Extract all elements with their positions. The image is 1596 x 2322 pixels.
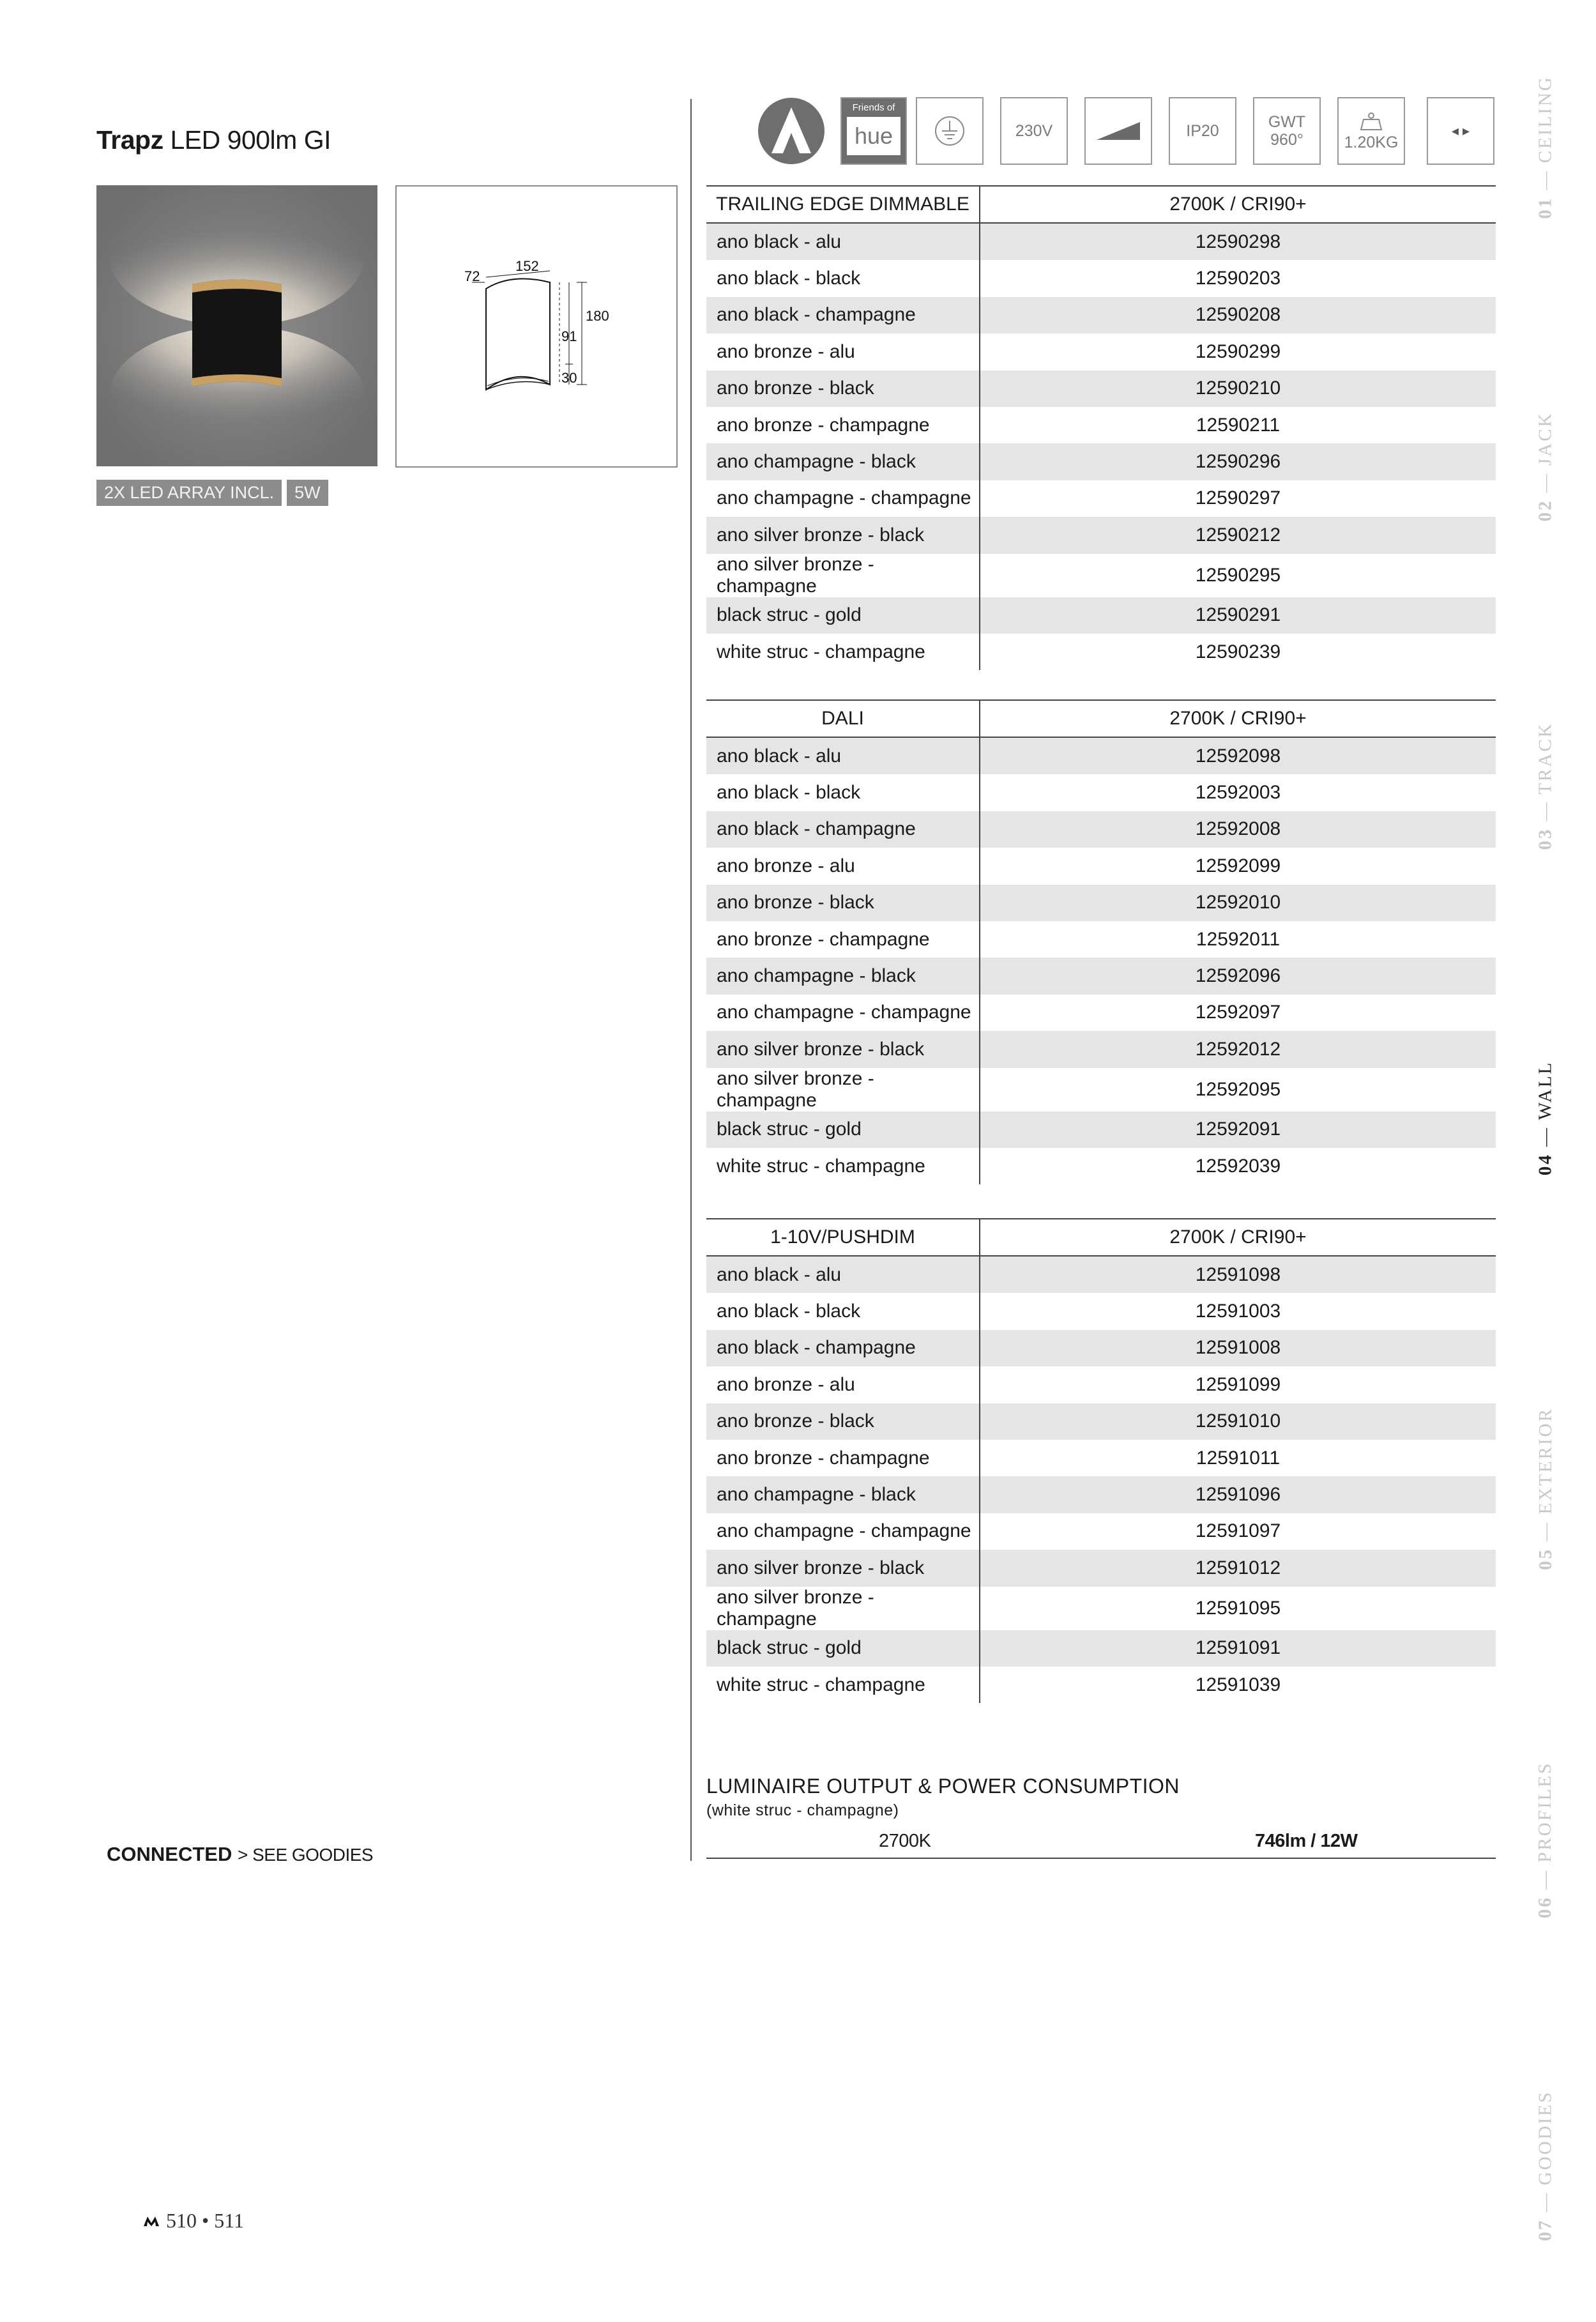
table-row [706,1293,1496,1329]
finish-cell: ano black - champagne [706,297,980,333]
table-header: TRAILING EDGE DIMMABLE [706,186,980,223]
article-number-cell: 12592091 [980,1111,1496,1148]
table-pushdim [706,1218,1496,1703]
table-header: 1-10V/PUSHDIM [706,1219,980,1256]
column-divider [690,99,692,1861]
nav-num: 05 [1535,1547,1556,1570]
finish-cell: ano black - black [706,1293,980,1329]
finish-cell: ano black - alu [706,223,980,260]
finish-cell: white struc - champagne [706,1667,980,1703]
product-subtitle: LED 900lm GI [170,125,331,155]
table-row [706,634,1496,670]
finish-cell: ano silver bronze - champagne [706,554,980,597]
tag-wattage: 5W [287,480,328,506]
table-row [706,958,1496,994]
dimmable-icon [1084,97,1152,165]
finish-cell: ano black - black [706,774,980,811]
finish-cell: ano champagne - black [706,1476,980,1513]
nav-num: 07 [1535,2218,1556,2241]
output-row [706,1826,1496,1859]
article-number-cell: 12592095 [1195,1078,1281,1100]
table-row [706,333,1496,370]
finish-cell: ano silver bronze - black [706,517,980,553]
table-row [706,443,1496,480]
ip-rating-icon: IP20 [1169,97,1236,165]
connected-label: CONNECTED [107,1843,232,1865]
article-number-cell: 12592096 [980,958,1496,994]
finish-cell: ano black - champagne [706,811,980,848]
table-row [706,1366,1496,1403]
table-row [706,370,1496,407]
finish-cell: ano silver bronze - black [706,1550,980,1586]
table-row [706,1031,1496,1067]
article-number-cell: 12590208 [980,297,1496,333]
output-subtitle: (white struc - champagne) [706,1801,899,1819]
finish-cell: ano champagne - black [706,443,980,480]
table-row [706,1068,1496,1111]
brand-a-icon [757,97,825,165]
table-row [706,848,1496,884]
nav-item-track[interactable] [1533,639,1558,933]
article-number-cell: 12592039 [1195,1155,1281,1177]
article-number-cell: 12590212 [980,517,1496,553]
table-col2-header: 2700K / CRI90+ [980,1219,1496,1256]
nav-item-wall[interactable] [1533,971,1558,1265]
dim-height: 180 [586,308,609,324]
finish-cell: ano bronze - alu [706,848,980,884]
article-number-cell: 12591008 [980,1330,1496,1366]
article-number-cell: 12591039 [1195,1674,1281,1695]
nav-num: 06 [1535,1895,1556,1918]
finish-cell: black struc - gold [706,1111,980,1148]
finish-cell: ano bronze - alu [706,333,980,370]
output-label: 2700K [879,1831,931,1851]
nav-label: — JACK [1535,411,1556,493]
table-row [706,1111,1496,1148]
table-dali [706,699,1496,1184]
dim-inner: 91 [561,328,577,344]
product-title [96,125,331,155]
article-number-cell: 12592010 [980,885,1496,921]
nav-item-exterior[interactable] [1533,1341,1558,1635]
dim-width: 152 [515,258,539,274]
table-row [706,260,1496,296]
table-row [706,1513,1496,1550]
article-number-cell: 12592097 [1195,1002,1281,1023]
article-number-cell: 12592099 [1195,855,1281,876]
table-col2-header: 2700K / CRI90+ [980,186,1496,223]
dimension-drawing [395,185,678,468]
table-row [706,517,1496,553]
nav-num: 03 [1535,827,1556,850]
finish-cell: ano silver bronze - champagne [706,1068,980,1111]
article-number-cell: 12590239 [1195,641,1281,662]
finish-cell: ano black - black [706,260,980,296]
tag-led-array: 2X LED ARRAY INCL. [96,480,282,506]
nav-label: — EXTERIOR [1535,1407,1556,1541]
gwt-temp: 960° [1270,130,1303,149]
article-number-cell: 12590210 [980,370,1496,407]
friends-of-hue-icon [840,97,907,165]
nav-num: 01 [1535,196,1556,219]
nav-label: — TRACK [1535,721,1556,821]
voltage-icon: 230V [1000,97,1068,165]
article-number-cell: 12591097 [1195,1520,1281,1542]
finish-cell: ano champagne - champagne [706,480,980,517]
finish-cell: ano bronze - champagne [706,407,980,443]
finish-cell: black struc - gold [706,1630,980,1667]
article-number-cell: 12591010 [980,1403,1496,1440]
nav-label: — CEILING [1535,75,1556,190]
nav-item-goodies[interactable] [1533,2019,1558,2312]
see-goodies-link[interactable]: > SEE GOODIES [237,1845,374,1865]
table-row [706,1403,1496,1440]
output-value: 746lm / 12W [1255,1831,1358,1851]
gwt-label: GWT [1268,112,1306,131]
dim-bottom: 30 [561,370,577,386]
page-number-text: 510 • 511 [166,2209,245,2232]
article-number-cell: 12590203 [1195,268,1281,289]
page-number [143,2209,244,2233]
finish-cell: ano silver bronze - black [706,1031,980,1067]
finish-cell: ano black - alu [706,1256,980,1293]
article-number-cell: 12591095 [1195,1597,1281,1619]
article-number-cell: 12591011 [1196,1447,1281,1469]
nav-label: — WALL [1535,1060,1556,1147]
table-row [706,1630,1496,1667]
glow-wire-icon [1253,97,1321,165]
table-row [706,407,1496,443]
table-row [706,1550,1496,1586]
finish-cell: ano bronze - black [706,1403,980,1440]
dim-depth: 72 [464,268,480,284]
table-row [706,597,1496,634]
article-number-cell: 12592012 [980,1031,1496,1067]
table-row [706,811,1496,848]
table-row [706,774,1496,811]
finish-cell: ano bronze - black [706,370,980,407]
nav-item-ceiling[interactable] [1533,0,1558,294]
finish-cell: ano bronze - black [706,885,980,921]
brand-logo-icon [143,2215,160,2227]
table-row [706,995,1496,1031]
weight-value: 1.20KG [1344,133,1399,151]
article-number-cell: 12590298 [980,223,1496,260]
nav-num: 02 [1535,499,1556,522]
article-number-cell: 12592011 [1196,928,1281,950]
side-nav [1533,0,1558,2322]
table-row [706,885,1496,921]
finish-cell: white struc - champagne [706,634,980,670]
table-row [706,921,1496,958]
finish-cell: white struc - champagne [706,1148,980,1184]
article-number-cell: 12590296 [980,443,1496,480]
article-number-cell: 12590297 [1195,487,1281,509]
table-row [706,1476,1496,1513]
spec-icons [757,97,1496,166]
weight-icon [1337,97,1405,165]
finish-cell: ano bronze - champagne [706,1440,980,1476]
article-number-cell: 12590299 [1195,340,1281,362]
hue-logo: hue [847,117,901,155]
table-row [706,1587,1496,1630]
output-title: LUMINAIRE OUTPUT & POWER CONSUMPTION [706,1775,1180,1798]
article-number-cell: 12591012 [980,1550,1496,1586]
article-number-cell: 12592003 [1195,782,1281,804]
product-name: Trapz [96,125,163,155]
friends-of-label: Friends of [852,102,895,113]
finish-cell: ano champagne - champagne [706,995,980,1031]
finish-cell: black struc - gold [706,597,980,634]
table-row [706,1256,1496,1293]
table-row [706,223,1496,260]
article-number-cell: 12592008 [980,811,1496,848]
earth-class-icon [916,97,984,165]
nav-item-profiles[interactable] [1533,1693,1558,1987]
table-row [706,554,1496,597]
table-row [706,480,1496,517]
table-row [706,1667,1496,1703]
table-row [706,1148,1496,1184]
finish-cell: ano bronze - champagne [706,921,980,958]
article-number-cell: 12590211 [1196,414,1281,436]
article-number-cell: 12591096 [980,1476,1496,1513]
table-row [706,1440,1496,1476]
table-col2-header: 2700K / CRI90+ [980,700,1496,737]
finish-cell: ano champagne - champagne [706,1513,980,1550]
finish-cell: ano champagne - black [706,958,980,994]
nav-item-jack[interactable] [1533,319,1558,613]
article-number-cell: 12592098 [980,737,1496,774]
article-number-cell: 12591091 [980,1630,1496,1667]
table-row [706,297,1496,333]
article-number-cell: 12590295 [1195,564,1281,586]
table-row [706,737,1496,774]
nav-num: 04 [1535,1152,1556,1175]
finish-cell: ano black - champagne [706,1330,980,1366]
finish-cell: ano bronze - alu [706,1366,980,1403]
finish-cell: ano silver bronze - champagne [706,1587,980,1630]
article-number-cell: 12591003 [1195,1301,1281,1322]
article-number-cell: 12591099 [1195,1373,1281,1395]
article-number-cell: 12591098 [980,1256,1496,1293]
table-trailing-edge [706,185,1496,670]
nav-label: — PROFILES [1535,1761,1556,1890]
table-header: DALI [706,700,980,737]
nav-label: — GOODIES [1535,2090,1556,2212]
product-photo [96,185,377,466]
table-row [706,1330,1496,1366]
connected-link[interactable] [107,1843,373,1866]
finish-cell: ano black - alu [706,737,980,774]
feature-tags [96,480,328,506]
nav-arrows-icon[interactable]: ◂ ▸ [1427,97,1494,165]
article-number-cell: 12590291 [980,597,1496,634]
